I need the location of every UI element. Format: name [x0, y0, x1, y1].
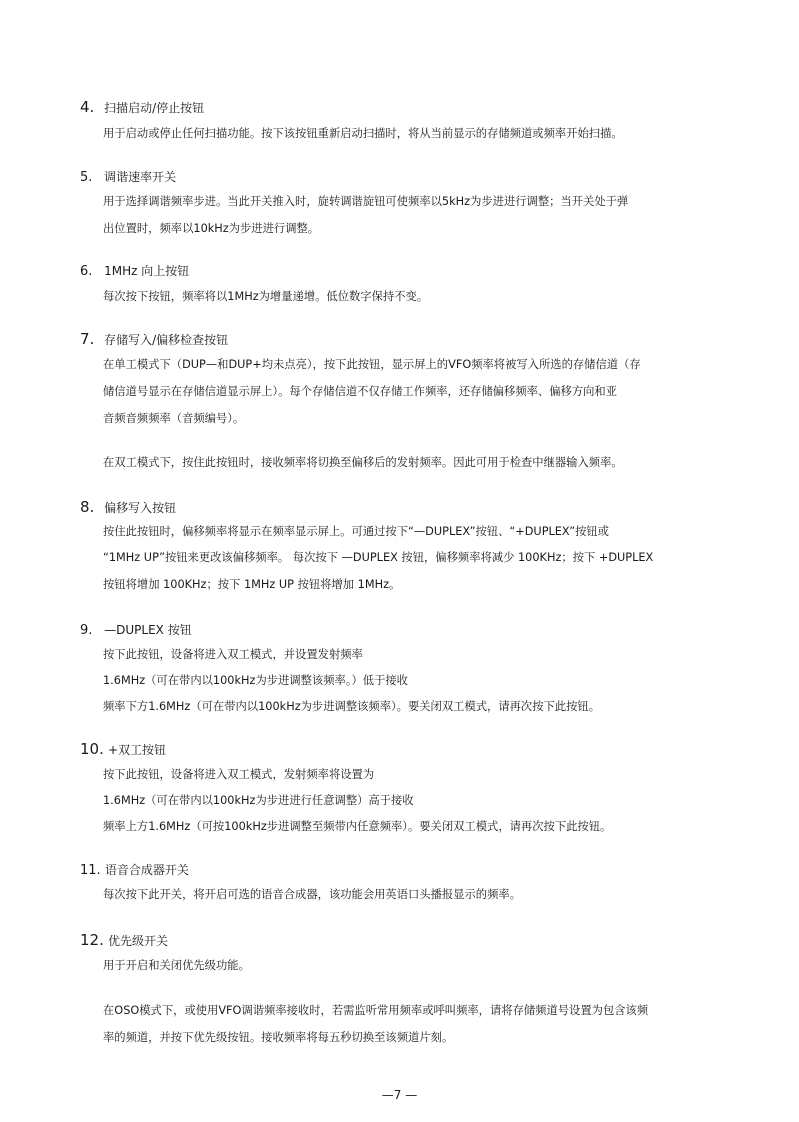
section-7-line-3: 音频音频频率（音频编号）。 [103, 412, 245, 425]
section-11-line-1: 每次按下此开关，将开启可选的语音合成器，该功能会用英语口头播报显示的频率。 [103, 888, 521, 901]
section-number: 4. [80, 98, 95, 116]
section-title: +双工按钮 [108, 743, 167, 757]
section-number: 11. [80, 863, 101, 878]
section-12-line-1: 用于开启和关闭优先级功能。 [103, 959, 250, 972]
section-5-line-2: 出位置时，频率以10kHz为步进进行调整。 [103, 222, 320, 235]
section-9-line-3: 频率下方1.6MHz（可在带内以100kHz为步进调整该频率）。要关闭双工模式，请再次按下此按钮。 [103, 700, 601, 713]
section-7-line-2: 储信道号显示在存储信道显示屏上）。每个存储信道不仅存储工作频率，还存储偏移频率、偏移方向和亚 [103, 385, 618, 398]
section-5-heading [80, 169, 176, 186]
section-12-heading [80, 932, 168, 950]
section-5-line-1: 用于选择调谐频率步进。当此开关推入时，旋转调谐旋钮可使频率以5kHz为步进进行调整；当开关处于弹 [103, 195, 629, 208]
section-9-line-1: 按下此按钮，设备将进入双工模式，并设置发射频率 [103, 648, 363, 661]
section-6-line-1: 每次按下按钮，频率将以1MHz为增量递增。低位数字保持不变。 [103, 290, 429, 303]
section-title: 语音合成器开关 [104, 863, 189, 877]
section-title: 1MHz 向上按钮 [104, 264, 190, 278]
section-number: 12. [80, 931, 104, 949]
section-9-line-2: 1.6MHz（可在带内以100kHz为步进调整该频率。）低于接收 [103, 674, 408, 687]
page-number: —7 — [381, 1088, 418, 1102]
section-number: 9. [80, 623, 93, 638]
section-4-line-1: 用于启动或停止任何扫描功能。按下该按钮重新启动扫描时，将从当前显示的存储频道或频率开始扫描。 [103, 127, 623, 140]
section-number: 10. [80, 740, 104, 758]
section-title: 存储写入/偏移检查按钮 [104, 333, 229, 347]
section-9-heading [80, 622, 192, 639]
section-number: 7. [80, 330, 95, 348]
section-10-line-2: 1.6MHz（可在带内以100kHz为步进进行任意调整）高于接收 [103, 794, 414, 807]
section-8-line-2: “1MHz UP”按钮来更改该偏移频率。 每次按下 —DUPLEX 按钮，偏移频率将减少 100KHz；按下 +DUPLEX [103, 551, 654, 564]
section-10-heading [80, 741, 166, 759]
section-10-line-1: 按下此按钮，设备将进入双工模式，发射频率将设置为 [103, 768, 375, 781]
section-8-line-3: 按钮将增加 100KHz；按下 1MHz UP 按钮将增加 1MHz。 [103, 578, 401, 591]
section-number: 6. [80, 264, 93, 279]
section-title: 扫描启动/停止按钮 [104, 101, 205, 115]
section-4-heading [80, 99, 204, 117]
section-8-line-1: 按住此按钮时，偏移频率将显示在频率显示屏上。可通过按下“—DUPLEX”按钮、“+DUPLEX”按钮或 [103, 525, 609, 538]
section-title: 调谐速率开关 [104, 170, 177, 184]
section-7-heading [80, 331, 228, 349]
section-12-line-3: 率的频道，并按下优先级按钮。接收频率将每五秒切换至该频道片刻。 [103, 1031, 454, 1044]
section-7-line-4: 在双工模式下，按住此按钮时，接收频率将切换至偏移后的发射频率。因此可用于检查中继器输入频率。 [103, 456, 623, 469]
section-number: 5. [80, 170, 93, 185]
section-title: —DUPLEX 按钮 [104, 623, 192, 637]
section-number: 8. [80, 498, 95, 516]
section-12-line-2: 在OSO模式下，或使用VFO调谐频率接收时，若需监听常用频率或呼叫频率，请将存储频道号设置为包含该频 [103, 1004, 649, 1017]
section-6-heading [80, 263, 189, 280]
section-title: 偏移写入按钮 [104, 501, 177, 515]
section-title: 优先级开关 [108, 934, 169, 948]
section-7-line-1: 在单工模式下（DUP—和DUP+均未点亮），按下此按钮，显示屏上的VFO频率将被写入所选的存储信道（存 [103, 358, 641, 371]
section-11-heading [80, 862, 189, 879]
section-10-line-3: 频率上方1.6MHz（可按100kHz步进调整至频带内任意频率）。要关闭双工模式，请再次按下此按钮。 [103, 820, 612, 833]
section-8-heading [80, 499, 176, 517]
